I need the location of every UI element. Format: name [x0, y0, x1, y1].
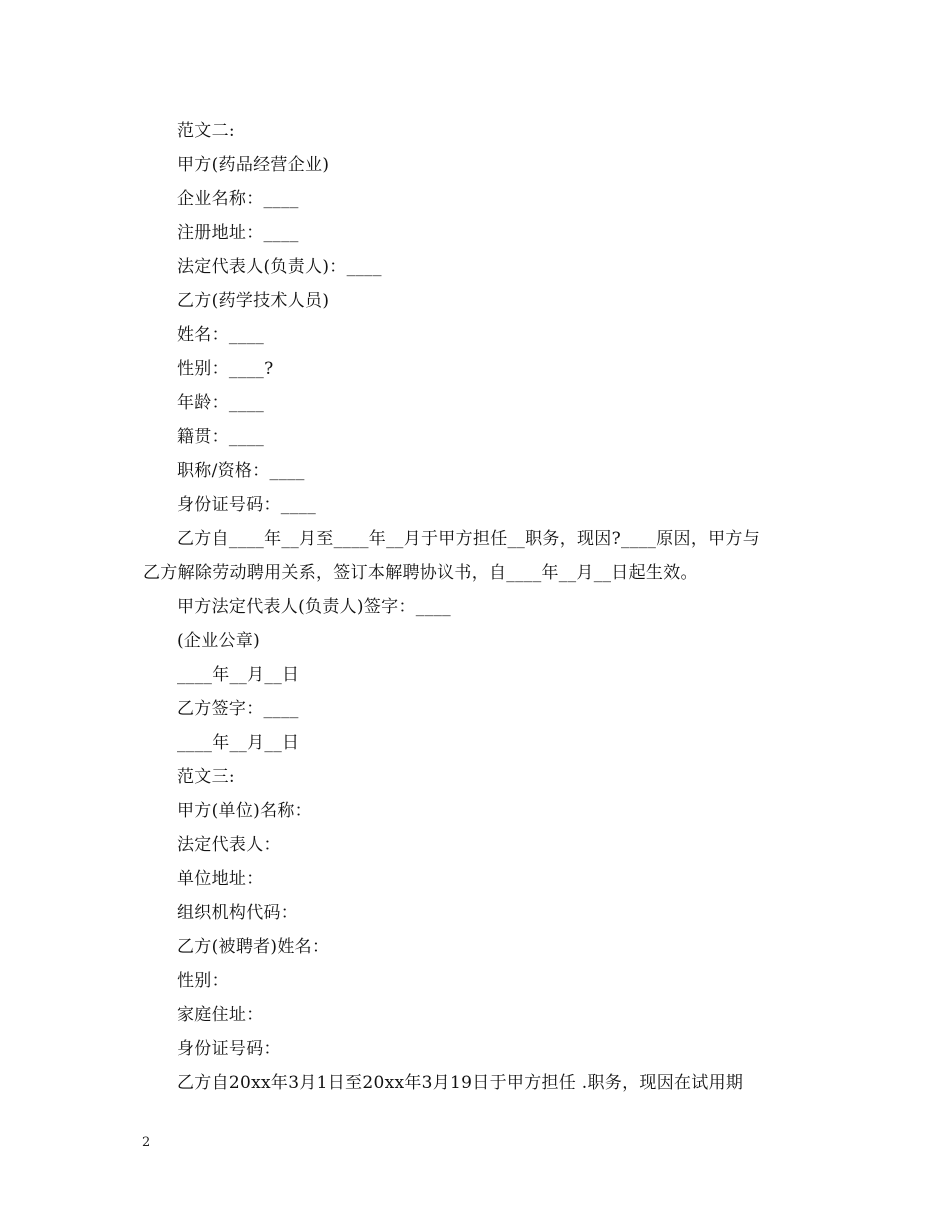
employer-name-line: 甲方(单位)名称： — [177, 801, 312, 821]
name-line: 姓名：____ — [177, 325, 265, 345]
gender-line: 性别：____? — [177, 359, 274, 379]
org-code-line: 组织机构代码： — [177, 903, 299, 923]
probation-paragraph-line-1: 乙方自20xx年3月1日至20xx年3月19日于甲方担任 .职务，现因在试用期 — [177, 1073, 744, 1093]
age-line: 年龄：____ — [177, 393, 265, 413]
termination-paragraph-line-1: 乙方自____年__月至____年__月于甲方担任__职务，现因?____原因，甲方与 — [177, 529, 761, 549]
page-number: 2 — [142, 1135, 151, 1150]
id-number-line-2: 身份证号码： — [177, 1039, 281, 1059]
party-a-date-line: ____年__月__日 — [177, 665, 300, 685]
title-qualification-line: 职称/资格：____ — [177, 461, 305, 481]
registered-address-line: 注册地址：____ — [177, 223, 299, 243]
employee-name-line: 乙方(被聘者)姓名： — [177, 937, 330, 957]
legal-rep-line-2: 法定代表人： — [177, 835, 281, 855]
gender-line-2: 性别： — [177, 971, 229, 991]
company-name-line: 企业名称：____ — [177, 189, 299, 209]
native-place-line: 籍贯：____ — [177, 427, 265, 447]
employer-address-line: 单位地址： — [177, 869, 264, 889]
section-heading-3: 范文三: — [177, 767, 235, 787]
party-b-heading: 乙方(药学技术人员) — [177, 291, 330, 311]
home-address-line: 家庭住址： — [177, 1005, 264, 1025]
document-body — [143, 114, 815, 1100]
party-b-date-line: ____年__月__日 — [177, 733, 300, 753]
legal-representative-line: 法定代表人(负责人)：____ — [177, 257, 382, 277]
id-number-line: 身份证号码：____ — [177, 495, 316, 515]
termination-paragraph-line-2: 乙方解除劳动聘用关系，签订本解聘协议书，自____年__月__日起生效。 — [143, 563, 698, 583]
party-a-heading: 甲方(药品经营企业) — [177, 155, 330, 175]
party-a-signature-line: 甲方法定代表人(负责人)签字：____ — [177, 597, 451, 617]
company-seal-line: (企业公章) — [177, 631, 261, 651]
party-b-signature-line: 乙方签字：____ — [177, 699, 299, 719]
section-heading-2: 范文二: — [177, 121, 235, 141]
